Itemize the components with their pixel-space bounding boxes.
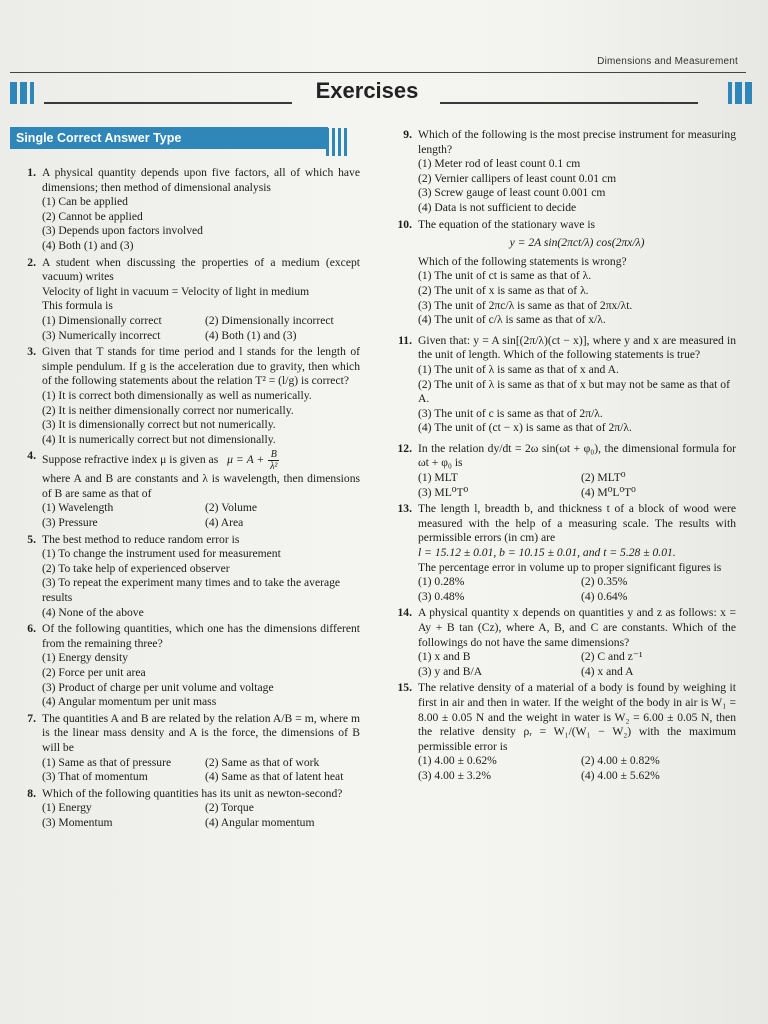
question-2 — [10, 256, 360, 344]
question-number: 7. — [27, 711, 36, 725]
section-header: Single Correct Answer Type — [10, 127, 328, 149]
option[interactable]: (4) The unit of (ct − x) is same as that of 2π/λ. — [418, 421, 632, 435]
question-stem: The percentage error in volume up to proper significant figures is — [418, 560, 722, 574]
option[interactable]: (4) None of the above — [42, 605, 144, 619]
option[interactable]: (3) 0.48% — [418, 589, 465, 603]
option[interactable]: (3) 4.00 ± 3.2% — [418, 768, 492, 782]
question-stem: Which of the following is the most precise instrument for measuring length? — [418, 128, 736, 156]
title-rule-right — [440, 102, 698, 104]
option[interactable]: (3) Product of charge per unit volume and voltage — [42, 680, 274, 694]
stationary-wave-equation: y = 2A sin(2πct/λ) cos(2πx/λ) — [509, 236, 645, 250]
option[interactable]: (2) Dimensionally incorrect — [205, 313, 334, 327]
question-8 — [10, 787, 360, 831]
header-rule — [10, 72, 746, 73]
option[interactable]: (2) Torque — [205, 801, 254, 815]
option[interactable]: (3) Numerically incorrect — [42, 328, 161, 342]
question-1 — [10, 166, 360, 254]
question-3 — [10, 345, 360, 447]
option[interactable]: (4) Area — [205, 516, 244, 530]
option[interactable]: (3) The unit of c is same as that of 2π/λ. — [418, 406, 603, 420]
title-right-blocks — [728, 82, 752, 104]
question-stem: This formula is — [42, 299, 113, 313]
option[interactable]: (1) Dimensionally correct — [42, 313, 162, 327]
option[interactable]: (3) The unit of 2πc/λ is same as that of 2πx/λt. — [418, 298, 633, 312]
option[interactable]: (3) Pressure — [42, 516, 98, 530]
title-bar — [10, 78, 752, 108]
question-stem: The length l, breadth b, and thickness t of a block of wood were measured with the help of a measuring scale. The results with permissible errors (in cm) are — [418, 502, 736, 545]
question-stem: Of the following quantities, which one has the dimensions different from the remaining three? — [42, 622, 360, 650]
question-number: 4. — [27, 449, 36, 463]
question-9 — [386, 128, 736, 216]
question-number: 10. — [397, 217, 412, 231]
question-12 — [386, 442, 736, 500]
option[interactable]: (2) It is neither dimensionally correct nor numerically. — [42, 403, 294, 417]
option[interactable]: (4) Angular momentum per unit mass — [42, 695, 217, 709]
question-stem: Velocity of light in vacuum = Velocity of light in medium — [42, 284, 310, 298]
title-left-blocks — [10, 82, 34, 104]
option[interactable]: (4) Angular momentum — [205, 815, 315, 829]
question-stem: Which of the following statements is wrong? — [418, 254, 627, 268]
option[interactable]: (4) Both (1) and (3) — [205, 328, 297, 342]
title-rule-left — [44, 102, 292, 104]
option[interactable]: (2) The unit of x is same as that of λ. — [418, 283, 589, 297]
question-stem: Suppose refractive index μ is given as μ = A + $\frac{B}{\text{λ²}}$ — [42, 449, 360, 472]
question-5 — [10, 533, 360, 621]
option[interactable]: (3) Momentum — [42, 815, 113, 829]
question-stem: A physical quantity depends upon five factors, all of which have dimensions; then method of dimensional analysis — [42, 166, 360, 194]
option[interactable]: (4) It is numerically correct but not dimensionally. — [42, 432, 276, 446]
question-number: 15. — [397, 681, 412, 695]
option[interactable]: (2) C and z⁻¹ — [581, 650, 643, 664]
question-stem: A physical quantity x depends on quantities y and z as follows: x = Ay + B tan (Cz), where A, B, and C are constants. Which of the followings do not have the same dimensions? — [418, 606, 736, 649]
option[interactable]: (2) Same as that of work — [205, 755, 320, 769]
question-15 — [386, 681, 736, 783]
question-stem: Given that T stands for time period and l stands for the length of simple pendulum. If g is the acceleration due to gravity, then which of the following statements about the relation T² = (l/g) is correct? — [42, 345, 360, 388]
option[interactable]: (4) 4.00 ± 5.62% — [581, 768, 660, 782]
option[interactable]: (4) M⁰L⁰T⁰ — [581, 485, 636, 499]
option[interactable]: (4) x and A — [581, 664, 634, 678]
question-number: 9. — [403, 128, 412, 141]
option[interactable]: (4) Both (1) and (3) — [42, 238, 134, 252]
option[interactable]: (1) Wavelength — [42, 501, 114, 515]
option[interactable]: (3) y and B/A — [418, 664, 483, 678]
question-stem: l = 15.12 ± 0.01, b = 10.15 ± 0.01, and t = 5.28 ± 0.01. — [418, 546, 676, 560]
option[interactable]: (3) Depends upon factors involved — [42, 224, 203, 238]
question-number: 11. — [398, 333, 412, 347]
question-stem: The relative density of a material of a body is found by weighing it first in air and then in water. If the weight of the body in air is W₁ = 8.00 ± 0.05 N and the weight in water is W₂ = 6.00 ± 0.05 N, then the relative density ρᵣ = W₁/(W₁ − W₂) with the maximum permissible error is — [418, 681, 736, 753]
option[interactable]: (2) 4.00 ± 0.82% — [581, 754, 660, 768]
question-stem: The quantities A and B are related by the relation A/B = m, where m is the linear mass density and A is the force, the dimensions of B will be — [42, 711, 360, 754]
section-stripes — [326, 128, 347, 156]
option[interactable]: (2) To take help of experienced observer — [42, 561, 230, 575]
refractive-index-formula: μ = A + $\frac{B}{\text{λ²}}$ — [227, 449, 278, 473]
option[interactable]: (3) To repeat the experiment many times and to take the average results — [42, 576, 341, 605]
question-stem: The equation of the stationary wave is — [418, 217, 596, 231]
option[interactable]: (3) Screw gauge of least count 0.001 cm — [418, 186, 606, 200]
option[interactable]: (4) 0.64% — [581, 589, 628, 603]
option[interactable]: (1) x and B — [418, 650, 471, 664]
option[interactable]: (2) MLT⁰ — [581, 471, 626, 485]
question-6 — [10, 622, 360, 710]
option[interactable]: (1) Energy — [42, 801, 92, 815]
option[interactable]: (1) 0.28% — [418, 575, 465, 589]
question-stem: In the relation dy/dt = 2ω sin(ωt + φ₀), the dimensional formula for ωt + φ₀ is — [418, 441, 736, 470]
option[interactable]: (3) It is dimensionally correct but not numerically. — [42, 418, 276, 432]
question-stem: The best method to reduce random error is — [42, 532, 240, 546]
question-number: 3. — [27, 345, 36, 359]
option[interactable]: (1) 4.00 ± 0.62% — [418, 754, 497, 768]
question-7 — [10, 712, 360, 785]
question-13 — [386, 502, 736, 604]
option[interactable]: (3) That of momentum — [42, 770, 148, 784]
option[interactable]: (4) Data is not sufficient to decide — [418, 200, 577, 214]
option[interactable]: (1) It is correct both dimensionally as well as numerically. — [42, 388, 312, 402]
option[interactable]: (3) ML⁰T⁰ — [418, 485, 469, 499]
question-number: 14. — [397, 606, 412, 620]
option[interactable]: (1) Can be applied — [42, 195, 128, 209]
option[interactable]: (1) The unit of ct is same as that of λ. — [418, 269, 592, 283]
question-10 — [386, 218, 736, 328]
question-number: 13. — [397, 502, 412, 516]
option[interactable]: (1) Meter rod of least count 0.1 cm — [418, 157, 581, 171]
question-number: 12. — [397, 441, 412, 455]
question-stem: A student when discussing the properties of a medium (except vacuum) writes — [42, 255, 360, 284]
option[interactable]: (2) Vernier callipers of least count 0.01 cm — [418, 171, 617, 185]
question-stem: where A and B are constants and λ is wavelength, then dimensions of B are same as that of — [42, 472, 360, 500]
option[interactable]: (1) Same as that of pressure — [42, 755, 172, 769]
question-14 — [386, 606, 736, 679]
question-11 — [386, 334, 736, 436]
question-stem: Given that: y = A sin[(2π/λ)(ct − x)], where y and x are measured in the unit of length. Which of the following statements is true? — [418, 333, 736, 362]
option[interactable]: (2) Cannot be applied — [42, 209, 143, 223]
option[interactable]: (2) Volume — [205, 501, 258, 515]
option[interactable]: (1) MLT — [418, 471, 458, 485]
question-number: 6. — [27, 622, 36, 636]
option[interactable]: (1) To change the instrument used for measurement — [42, 547, 281, 561]
option[interactable]: (1) The unit of λ is same as that of x and A. — [418, 362, 619, 376]
question-number: 2. — [27, 255, 36, 269]
option[interactable]: (1) Energy density — [42, 651, 129, 665]
question-stem: Which of the following quantities has its unit as newton-second? — [42, 786, 343, 800]
page-title: Exercises — [315, 78, 419, 103]
question-number: 1. — [27, 166, 36, 179]
left-column — [10, 166, 360, 833]
question-4 — [10, 449, 360, 530]
option[interactable]: (2) Force per unit area — [42, 666, 146, 679]
right-column — [386, 128, 736, 786]
question-number: 5. — [27, 532, 36, 546]
option[interactable]: (2) The unit of λ is same as that of x but may not be same as that of A. — [418, 377, 730, 406]
question-number: 8. — [27, 786, 36, 800]
option[interactable]: (4) Same as that of latent heat — [205, 770, 344, 784]
running-head: Dimensions and Measurement — [597, 56, 738, 67]
option[interactable]: (2) 0.35% — [581, 575, 628, 589]
option[interactable]: (4) The unit of c/λ is same as that of x/λ. — [418, 313, 606, 327]
